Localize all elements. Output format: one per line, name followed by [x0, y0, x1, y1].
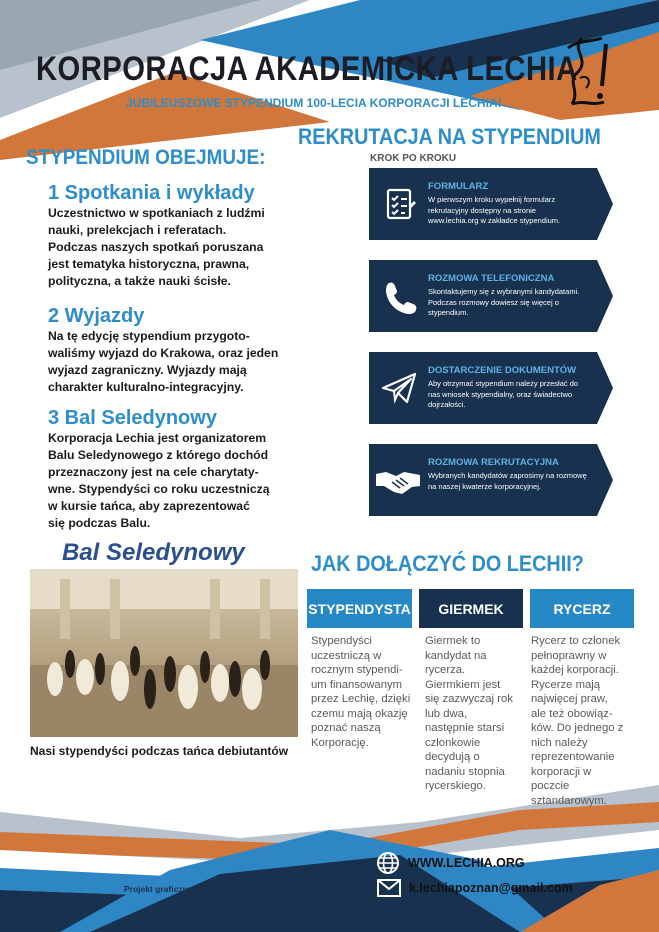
benefit-title: 2 Wyjazdy	[48, 305, 145, 327]
benefit-text: Na tę edycję stypendium przygoto- waliśmy wyjazd do Krakowa, oraz jeden wyjazd zagraniczny. Wyjazdy mają charakter kulturalno-integracyjny.	[48, 329, 279, 394]
step-phone	[369, 260, 613, 332]
benefit-meetings	[48, 182, 298, 290]
recruitment-heading: REKRUTACJA NA STYPENDIUM	[298, 124, 601, 149]
step-text: Skontaktujemy się z wybranymi kandydatami. Podczas rozmowy dowiesz się więcej o stypendium.	[428, 287, 580, 317]
step-form	[369, 168, 613, 240]
page-title: KORPORACJA AKADEMICKA LECHIA	[36, 50, 578, 88]
step-text: Aby otrzymać stypendium należy przesłać do nas wniosek stypendialny, oraz świadectwo dojrzałości.	[428, 379, 579, 409]
join-heading: JAK DOŁĄCZYĆ DO LECHII?	[311, 551, 584, 576]
step-text: W pierwszym kroku wypełnij formularz rekrutacyjny dostępny na stronie www.lechia.org w zakładce stypendium.	[428, 195, 561, 225]
benefit-trips	[48, 305, 298, 396]
benefit-text: Uczestnictwo w spotkaniach z ludźmi nauki, prelekcjach i referatach. Podczas naszych spotkań poruszana jest tematyka historyczna, prawna, polityczna, a także nauki ścisłe.	[48, 206, 265, 288]
step-title: FORMULARZ	[428, 181, 489, 192]
envelope-icon	[377, 879, 401, 897]
step-interview	[369, 444, 613, 516]
step-title: ROZMOWA REKRUTACYJNA	[428, 457, 559, 468]
lechia-monogram	[562, 30, 626, 116]
step-documents	[369, 352, 613, 424]
rank-desc-stypendysta: Stypendyści uczestniczą w rocznym stypendi- um finansowanym przez Lechię, dzięki czemu mają okazję poznać naszą Korporację.	[311, 635, 411, 749]
email-link[interactable]: k.lechiapoznan@gmail.com	[409, 881, 573, 895]
phone-icon	[379, 276, 419, 316]
stipend-includes-heading: STYPENDIUM OBEJMUJE:	[26, 146, 266, 169]
benefit-ball	[48, 407, 298, 532]
globe-icon	[376, 851, 400, 875]
rank-desc-rycerz: Rycerz to członek pełnoprawny w każdej korporacji. Rycerze mają najwięcej praw, ale też obowiąz- ków. Do jednego z nich należy reprezentowanie korporacji w poczcie sztandarowym.	[531, 635, 624, 807]
step-title: DOSTARCZENIE DOKUMENTÓW	[428, 365, 577, 376]
benefit-title: 1 Spotkania i wykłady	[48, 182, 255, 204]
website-link[interactable]: WWW.LECHIA.ORG	[408, 856, 525, 870]
ball-dance-photo	[30, 569, 298, 737]
handshake-icon	[373, 460, 423, 500]
email-row[interactable]	[377, 879, 573, 897]
form-checklist-icon	[379, 184, 419, 224]
benefit-text: Korporacja Lechia jest organizatorem Balu Seledynowego z którego dochód przeznaczony jest na cele charytaty- wne. Stypendyści co roku uczestniczą w kursie tańca, aby zaprezentować się podczas Balu.	[48, 431, 270, 530]
step-text: Wybranych kandydatów zaprosimy na rozmowę na naszej kwaterze korporacyjnej.	[428, 471, 587, 491]
rank-desc-giermek: Giermek to kandydat na rycerza. Giermkiem jest się zazwyczaj rok lub dwa, następnie starsi członkowie decydują o nadaniu stopnia rycerskiego.	[425, 635, 513, 792]
design-credit: Projekt graficzny: C! Wojciech Warguła xx	[124, 884, 294, 894]
ball-title: Bal Seledynowy	[62, 539, 245, 566]
recruitment-subheading: KROK PO KROKU	[370, 153, 457, 164]
rank-header-rycerz: RYCERZ	[530, 589, 634, 628]
website-row[interactable]	[376, 851, 525, 875]
rank-header-giermek: GIERMEK	[419, 589, 523, 628]
rank-header-stypendysta: STYPENDYSTA	[307, 589, 412, 628]
paper-plane-icon	[379, 368, 419, 408]
subtitle: JUBILEUSZOWE STYPENDIUM 100-LECIA KORPORACJI LECHIA!	[126, 96, 502, 110]
step-title: ROZMOWA TELEFONICZNA	[428, 273, 555, 284]
photo-caption: Nasi stypendyści podczas tańca debiutantów	[30, 744, 289, 758]
benefit-title: 3 Bal Seledynowy	[48, 407, 217, 429]
